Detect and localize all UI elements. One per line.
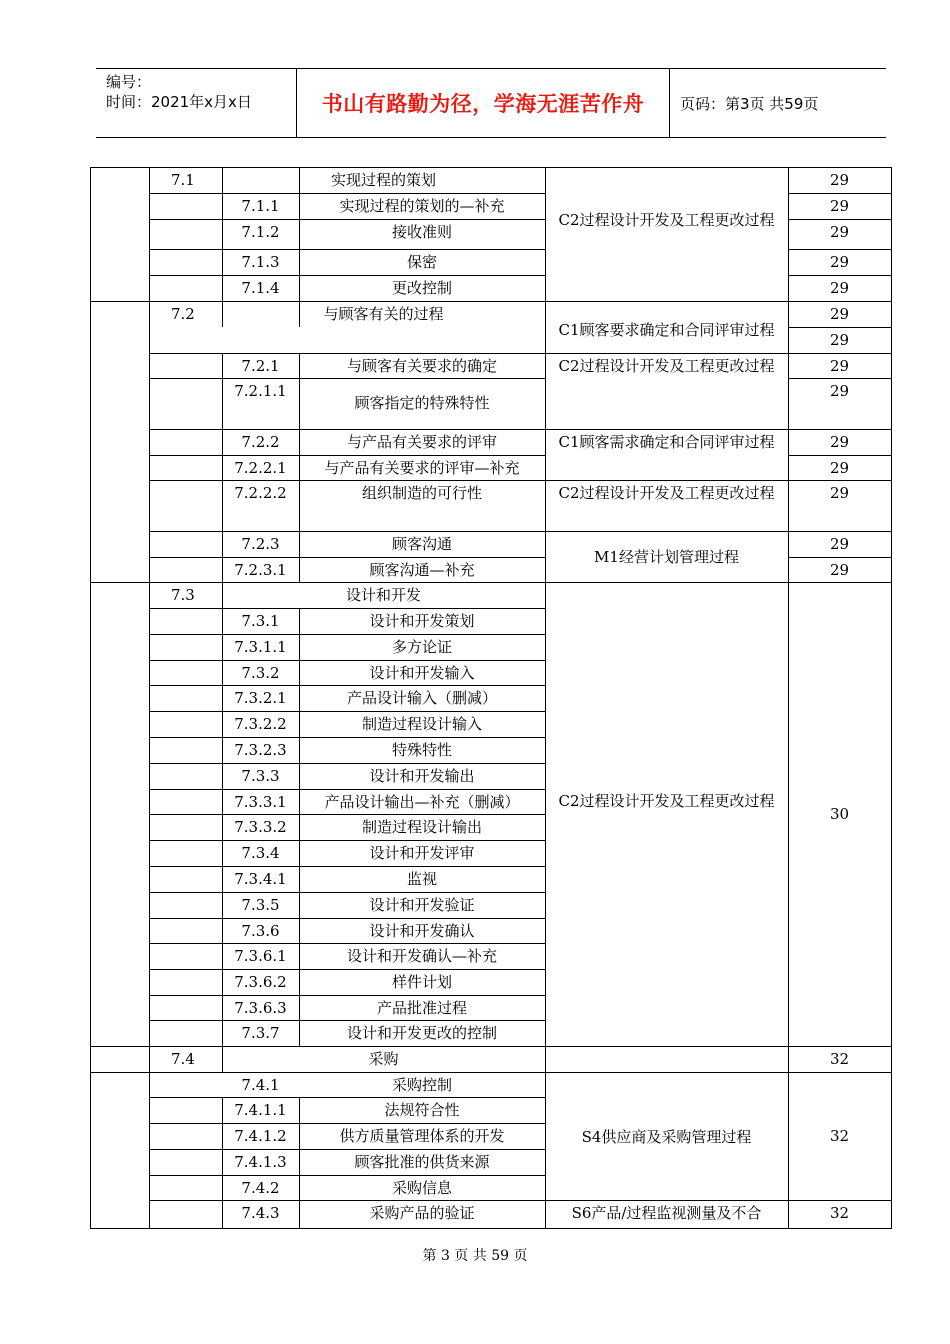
page-footer: 第 3 页 共 59 页 bbox=[422, 1248, 528, 1264]
section-title: 采购控制 bbox=[391, 1076, 452, 1094]
section-title: 供方质量管理体系的开发 bbox=[339, 1127, 505, 1145]
section-title: 顾客沟通 bbox=[391, 535, 452, 553]
process-cell: M1经营计划管理过程 bbox=[594, 548, 739, 566]
header-motto-cell bbox=[297, 69, 670, 137]
section-number: 7.4.1.2 bbox=[234, 1127, 287, 1145]
page-number: 29 bbox=[829, 223, 850, 241]
page-number: 29 bbox=[829, 561, 850, 579]
process-cell: C2过程设计开发及工程更改过程 bbox=[558, 357, 775, 375]
page-number: 32 bbox=[829, 1204, 850, 1222]
section-title: 顾客沟通—补充 bbox=[369, 561, 475, 579]
section-title: 设计和开发 bbox=[345, 586, 421, 604]
section-number: 7.2 bbox=[171, 305, 195, 323]
section-title: 法规符合性 bbox=[384, 1101, 460, 1119]
section-number: 7.3.2.2 bbox=[234, 715, 287, 733]
section-title: 顾客指定的特殊特性 bbox=[354, 394, 490, 412]
section-number: 7.4.3 bbox=[241, 1204, 280, 1222]
section-title: 与产品有关要求的评审—补充 bbox=[324, 459, 520, 477]
process-cell: C2过程设计开发及工程更改过程 bbox=[558, 792, 775, 810]
section-title: 与顾客有关的过程 bbox=[323, 305, 444, 323]
section-title: 制造过程设计输出 bbox=[361, 818, 482, 836]
table-border-right bbox=[891, 167, 892, 1229]
page-line bbox=[788, 1072, 891, 1073]
section-title: 监视 bbox=[406, 870, 437, 888]
section-number: 7.3.6.1 bbox=[234, 947, 287, 965]
section-number: 7.3.1.1 bbox=[234, 638, 287, 656]
page-number: 29 bbox=[829, 433, 850, 451]
table-border-bottom bbox=[90, 1228, 891, 1229]
section-number: 7.3.7 bbox=[241, 1024, 280, 1042]
section-number: 7.3.2.3 bbox=[234, 741, 287, 759]
section-number: 7.3 bbox=[171, 586, 195, 604]
process-line bbox=[545, 582, 788, 583]
section-number: 7.3.1 bbox=[241, 612, 280, 630]
section-title: 设计和开发更改的控制 bbox=[346, 1024, 497, 1042]
section-number: 7.1.1 bbox=[241, 197, 280, 215]
process-line bbox=[545, 301, 788, 302]
col-line bbox=[545, 167, 546, 1228]
process-cell: C2过程设计开发及工程更改过程 bbox=[558, 484, 775, 502]
header-motto: 书山有路勤为径，学海无涯苦作舟 bbox=[321, 92, 645, 116]
page-number: 29 bbox=[829, 197, 850, 215]
section-title: 采购 bbox=[368, 1050, 399, 1068]
section-title: 设计和开发输入 bbox=[369, 664, 475, 682]
section-title: 保密 bbox=[406, 253, 437, 271]
section-title: 产品设计输入（删减） bbox=[346, 689, 497, 707]
section-number: 7.1 bbox=[171, 171, 195, 189]
page-number: 30 bbox=[829, 805, 850, 823]
section-title: 样件计划 bbox=[391, 973, 452, 991]
section-title: 设计和开发确认 bbox=[369, 922, 475, 940]
section-title: 与产品有关要求的评审 bbox=[346, 433, 497, 451]
header-page-cell bbox=[670, 69, 886, 137]
section-title: 产品设计输出—补充（删减） bbox=[324, 793, 520, 811]
process-cell: C2过程设计开发及工程更改过程 bbox=[558, 211, 775, 229]
page-number: 32 bbox=[829, 1127, 850, 1145]
section-number: 7.1.2 bbox=[241, 223, 280, 241]
header-page-info: 页码：第3页 共59页 bbox=[680, 94, 819, 113]
section-title: 组织制造的可行性 bbox=[361, 484, 482, 502]
section-number: 7.3.6.3 bbox=[234, 999, 287, 1017]
section-number: 7.2.2 bbox=[241, 433, 280, 451]
section-number: 7.3.3 bbox=[241, 767, 280, 785]
section-title: 顾客批准的供货来源 bbox=[354, 1153, 490, 1171]
section-number: 7.3.3.2 bbox=[234, 818, 287, 836]
section-title: 特殊特性 bbox=[391, 741, 452, 759]
process-cell: C1顾客要求确定和合同评审过程 bbox=[558, 321, 775, 339]
section-title: 设计和开发验证 bbox=[369, 896, 475, 914]
col-line bbox=[149, 167, 150, 1228]
section-number: 7.3.2.1 bbox=[234, 689, 287, 707]
page-number: 29 bbox=[829, 331, 850, 349]
section-number: 7.4.1 bbox=[241, 1076, 280, 1094]
page-number: 29 bbox=[829, 305, 850, 323]
page-number: 32 bbox=[829, 1050, 850, 1068]
section-title: 制造过程设计输入 bbox=[361, 715, 482, 733]
section-title: 与顾客有关要求的确定 bbox=[346, 357, 497, 375]
process-cell: S6产品/过程监视测量及不合 bbox=[571, 1204, 762, 1222]
section-number: 7.4.2 bbox=[241, 1179, 280, 1197]
section-number: 7.4.1.1 bbox=[234, 1101, 287, 1119]
doc-time-label: 时间：2021年x月x日 bbox=[106, 93, 252, 111]
section-number: 7.3.4.1 bbox=[234, 870, 287, 888]
process-cell: C1顾客需求确定和合同评审过程 bbox=[558, 433, 775, 451]
section-number: 7.2.1 bbox=[241, 357, 280, 375]
process-line bbox=[545, 1046, 788, 1047]
table-border-left bbox=[90, 167, 91, 1228]
page-number: 29 bbox=[829, 253, 850, 271]
section-number: 7.2.3 bbox=[241, 535, 280, 553]
section-title: 多方论证 bbox=[391, 638, 452, 656]
page-number: 29 bbox=[829, 484, 850, 502]
section-number: 7.3.6 bbox=[241, 922, 280, 940]
section-number: 7.4 bbox=[171, 1050, 195, 1068]
page-number: 29 bbox=[829, 171, 850, 189]
section-title: 设计和开发输出 bbox=[369, 767, 475, 785]
section-number: 7.3.5 bbox=[241, 896, 280, 914]
section-title: 设计和开发评审 bbox=[369, 844, 475, 862]
page-number: 29 bbox=[829, 382, 850, 400]
section-number: 7.2.2.1 bbox=[234, 459, 287, 477]
section-title: 接收准则 bbox=[391, 223, 452, 241]
section-title: 设计和开发确认—补充 bbox=[346, 947, 497, 965]
section-number: 7.3.3.1 bbox=[234, 793, 287, 811]
section-number: 7.2.2.2 bbox=[234, 484, 287, 502]
section-number: 7.3.4 bbox=[241, 844, 280, 862]
section-number: 7.3.2 bbox=[241, 664, 280, 682]
page-number: 29 bbox=[829, 535, 850, 553]
section-title: 更改控制 bbox=[391, 279, 452, 297]
section-title: 产品批准过程 bbox=[376, 999, 467, 1017]
section-number: 7.1.4 bbox=[241, 279, 280, 297]
page-number: 29 bbox=[829, 279, 850, 297]
section-number: 7.2.3.1 bbox=[234, 561, 287, 579]
process-line bbox=[545, 531, 788, 532]
section-title: 采购信息 bbox=[391, 1179, 452, 1197]
section-title: 采购产品的验证 bbox=[369, 1204, 475, 1222]
section-number: 7.2.1.1 bbox=[234, 382, 287, 400]
page-number: 29 bbox=[829, 357, 850, 375]
section-title: 实现过程的策划的—补充 bbox=[339, 197, 505, 215]
process-line bbox=[545, 1072, 788, 1073]
page-header bbox=[96, 68, 886, 138]
section-title: 设计和开发策划 bbox=[369, 612, 475, 630]
process-cell: S4供应商及采购管理过程 bbox=[581, 1128, 752, 1146]
section-number: 7.3.6.2 bbox=[234, 973, 287, 991]
section-title: 实现过程的策划 bbox=[330, 171, 436, 189]
clause-table bbox=[90, 167, 891, 1228]
header-meta bbox=[96, 69, 297, 137]
section-number: 7.4.1.3 bbox=[234, 1153, 287, 1171]
page-number: 29 bbox=[829, 459, 850, 477]
doc-number-label: 编号： bbox=[106, 73, 152, 91]
section-number: 7.1.3 bbox=[241, 253, 280, 271]
